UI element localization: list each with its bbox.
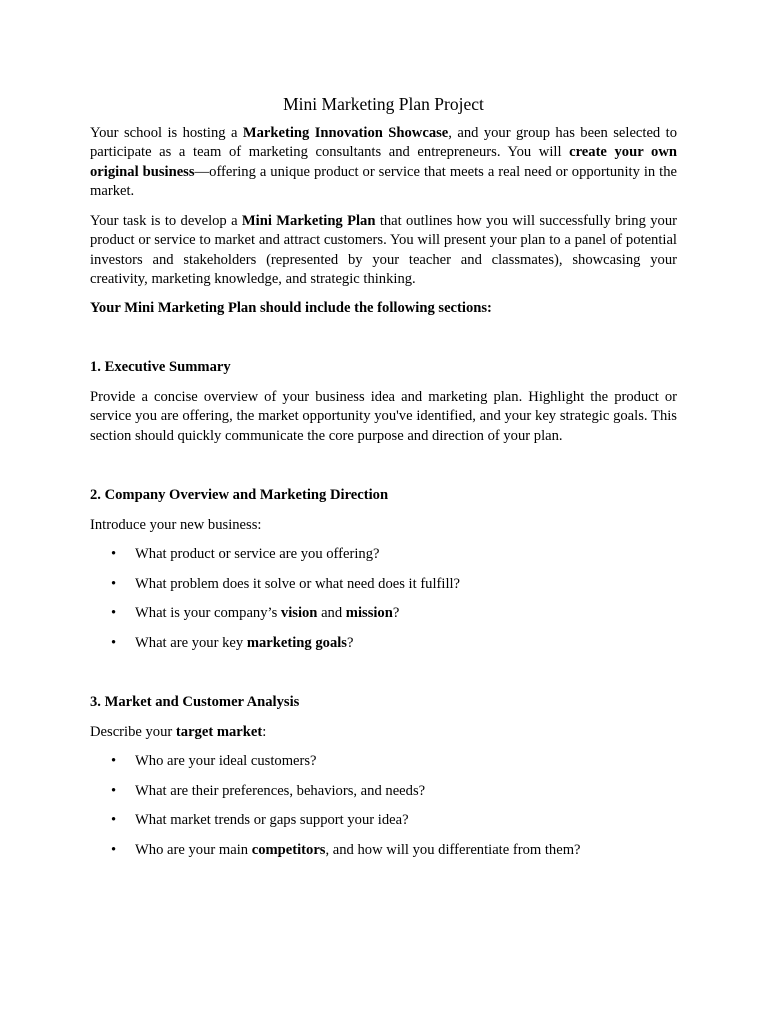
list-item-text: What market trends or gaps support your idea? bbox=[135, 812, 409, 829]
list-item bbox=[90, 811, 677, 841]
bullet-icon: • bbox=[111, 782, 117, 799]
page-title: Mini Marketing Plan Project bbox=[283, 94, 484, 114]
list-item bbox=[90, 604, 677, 634]
bullet-icon: • bbox=[111, 812, 117, 829]
text-run: ? bbox=[346, 634, 354, 651]
text-run: Describe your bbox=[90, 724, 176, 740]
section-1-heading: 1. Executive Summary bbox=[90, 359, 231, 375]
list-item bbox=[90, 634, 677, 664]
list-item bbox=[90, 752, 677, 782]
section-2-heading: 2. Company Overview and Marketing Direction bbox=[90, 487, 389, 503]
bold-text: create your own original business bbox=[90, 144, 677, 180]
section-3-bullet-list bbox=[90, 752, 677, 870]
text-run: that outlines how you will successfully bring your product or service to market and attract customers. You will present your plan to a panel of potential investors and stakeholders (represented by your teacher and classmates), showcasing your creativity, marketing knowledge, and strategic thinking. bbox=[90, 213, 677, 288]
sections-lead: Your Mini Marketing Plan should include the following sections: bbox=[90, 300, 492, 316]
text-run: ? bbox=[392, 605, 400, 622]
bold-text: target market bbox=[175, 724, 263, 740]
text-run: Your task is to develop a bbox=[90, 213, 242, 229]
list-item-text: What problem does it solve or what need does it fulfill? bbox=[135, 575, 461, 592]
bullet-icon: • bbox=[111, 753, 117, 769]
section-3-heading: 3. Market and Customer Analysis bbox=[90, 694, 300, 710]
list-item-text: Who are your ideal customers? bbox=[135, 753, 317, 769]
section-2-bullet-list bbox=[90, 545, 677, 663]
text-run: What are your key bbox=[135, 634, 247, 651]
section-2-lead: Introduce your new business: bbox=[90, 517, 262, 533]
text-run: and bbox=[317, 605, 346, 622]
section-1-body: Provide a concise overview of your business idea and marketing plan. Highlight the product or service you are offering, the market opportunity you've identified, and your key strategic goals. This section should quickly communicate the core purpose and direction of your plan. bbox=[90, 389, 677, 444]
bold-text: vision bbox=[280, 605, 318, 622]
bold-text: competitors bbox=[251, 841, 326, 858]
bullet-icon: • bbox=[111, 546, 117, 562]
bullet-icon: • bbox=[111, 634, 117, 651]
bold-text: Mini Marketing Plan bbox=[241, 213, 376, 229]
text-run: , and how will you differentiate from them? bbox=[325, 841, 581, 858]
bold-text: mission bbox=[345, 605, 393, 622]
text-run: : bbox=[262, 724, 267, 740]
text-run: What is your company’s bbox=[135, 605, 281, 622]
list-item bbox=[90, 841, 677, 871]
bold-text: Marketing Innovation Showcase bbox=[242, 125, 449, 141]
list-item-text: What product or service are you offering? bbox=[135, 546, 380, 562]
section-3-lead bbox=[90, 723, 677, 742]
text-run: Who are your main bbox=[135, 841, 252, 858]
bullet-icon: • bbox=[111, 605, 117, 622]
bold-text: marketing goals bbox=[246, 634, 347, 651]
list-item-text: What are their preferences, behaviors, and needs? bbox=[135, 782, 426, 799]
bullet-icon: • bbox=[111, 841, 117, 858]
list-item bbox=[90, 545, 677, 575]
text-run: , and your group has been selected to participate as a team of marketing consultants and entrepreneurs. You will bbox=[90, 125, 677, 161]
text-run: —offering a unique product or service that meets a real need or opportunity in the market. bbox=[90, 163, 677, 200]
list-item bbox=[90, 575, 677, 605]
list-item bbox=[90, 782, 677, 812]
text-run: Your school is hosting a bbox=[90, 125, 243, 141]
intro-paragraph-2 bbox=[90, 212, 677, 290]
bullet-icon: • bbox=[111, 575, 117, 592]
intro-paragraph-1 bbox=[90, 124, 677, 202]
